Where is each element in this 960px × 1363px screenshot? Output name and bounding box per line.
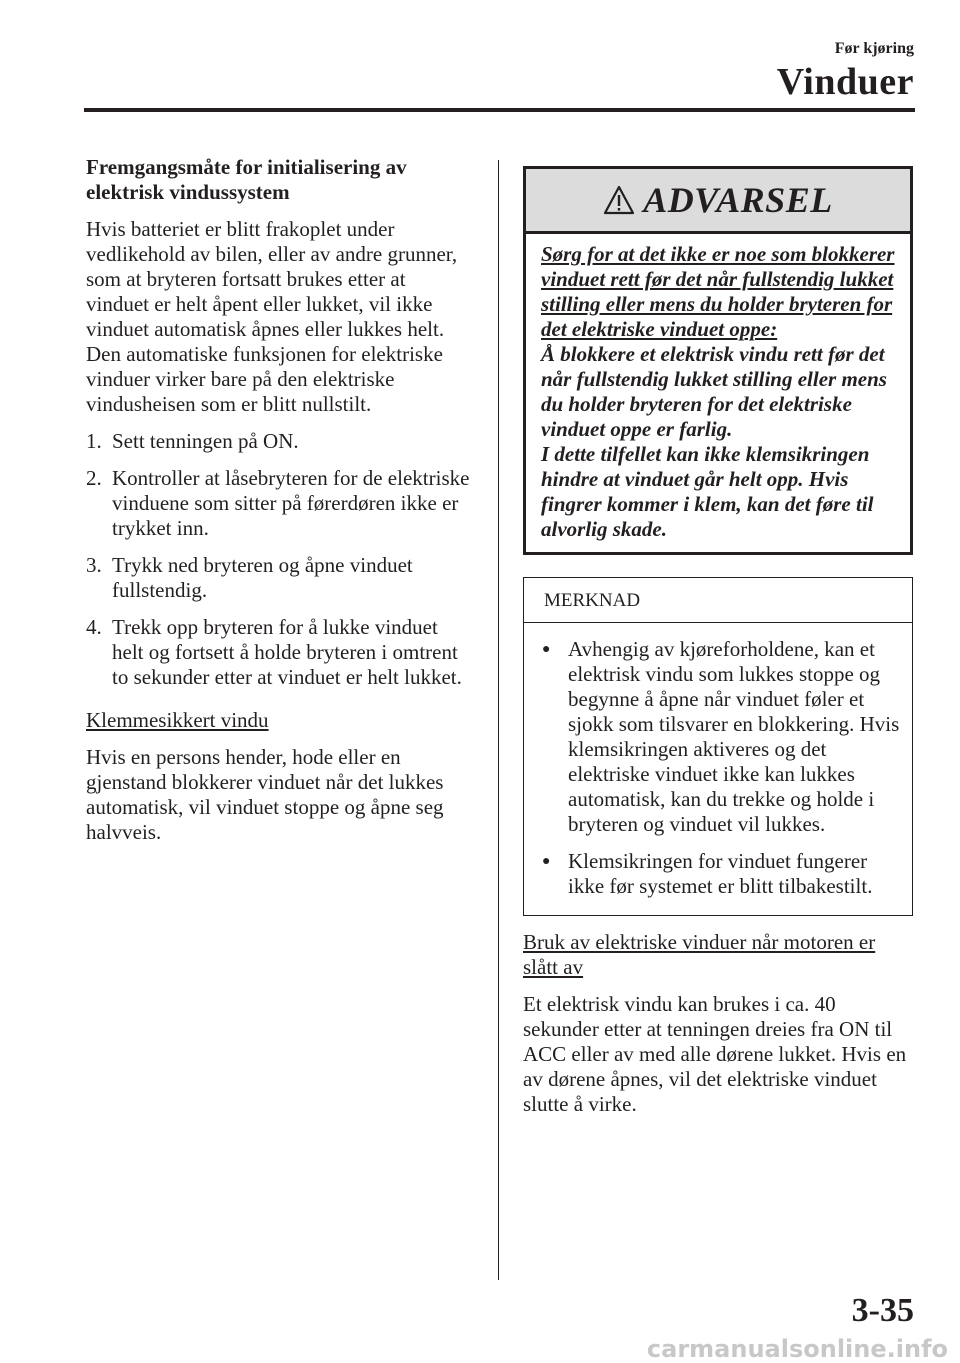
- column-divider: [498, 160, 499, 1280]
- left-column: [86, 155, 470, 857]
- init-heading: Fremgangsmåte for initialisering av elektrisk vindussystem: [86, 155, 407, 204]
- list-item: 4. Trekk opp bryteren for å lukke vinduet helt og fortsett å holde bryteren i omtrent to sekunder etter at vinduet er helt lukket.: [86, 615, 462, 689]
- title-rule: [84, 108, 915, 112]
- engine-off-text: Et elektrisk vindu kan brukes i ca. 40 sekunder etter at tenningen dreies fra ON til ACC eller av med alle dørene lukket. Hvis en av dørene åpnes, vil det elektriske vinduet slutte å virke.: [523, 992, 907, 1116]
- note-title: MERKNAD: [524, 578, 912, 623]
- pinch-heading: Klemmesikkert vindu: [86, 708, 269, 732]
- pinch-text: Hvis en persons hender, hode eller en gjenstand blokkerer vinduet når det lukkes automatisk, vil vinduet stoppe og åpne seg halvveis.: [86, 745, 444, 844]
- bullet-icon: ●: [542, 854, 551, 869]
- list-item: 1. Sett tenningen på ON.: [86, 429, 299, 453]
- bullet-icon: ●: [542, 642, 551, 657]
- list-item: ● Klemsikringen for vinduet fungerer ikke før systemet er blitt tilbakestilt.: [542, 849, 873, 898]
- warning-body: [526, 234, 910, 552]
- warning-text-1: Å blokkere et elektrisk vindu rett før det når fullstendig lukket stilling eller mens du holder bryteren for det elektriske vinduet oppe er farlig.: [541, 342, 887, 441]
- page-number: 3-35: [851, 1292, 914, 1329]
- page-title: Vinduer: [776, 61, 914, 103]
- engine-off-heading: Bruk av elektriske vinduer når motoren er slått av: [523, 930, 876, 979]
- init-steps: [86, 429, 470, 690]
- watermark: carmanualsonline.info: [646, 1335, 948, 1363]
- warning-box: [523, 166, 913, 555]
- init-intro: Hvis batteriet er blitt frakoplet under vedlikehold av bilen, eller av andre grunner, som at bryteren fortsatt brukes etter at vinduet er helt åpent eller lukket, vil ikke vinduet automatisk åpnes eller lukkes helt. Den automatiske funksjonen for elektriske vinduer virker bare på den elektriske vindusheisen som er blitt nullstilt.: [86, 217, 458, 416]
- note-body: [524, 623, 912, 915]
- warning-header: [526, 169, 910, 234]
- warning-title: ADVARSEL: [643, 179, 833, 220]
- warning-condition: Sørg for at det ikke er noe som blokkerer vinduet rett før det når fullstendig lukket stilling eller mens du holder bryteren for det elektriske vinduet oppe:: [541, 242, 895, 341]
- list-item: ● Avhengig av kjøreforholdene, kan et elektrisk vindu som lukkes stoppe og begynne å åpne når vinduet føler et sjokk som tilsvarer en blokkering. Hvis klemsikringen aktiveres og det elektriske vinduet ikke kan lukkes automatisk, kan du trekke og holde i bryteren og vinduet vil lukkes.: [542, 637, 900, 836]
- right-column: [523, 166, 913, 1129]
- section-label: Før kjøring: [834, 40, 914, 57]
- warning-triangle-icon: [603, 184, 635, 216]
- note-box: [523, 577, 913, 916]
- warning-text-2: I dette tilfellet kan ikke klemsikringen hindre at vinduet går helt opp. Hvis fingrer kommer i klem, kan det føre til alvorlig skade.: [541, 442, 874, 541]
- engine-off-section: [523, 930, 913, 1117]
- list-item: 3. Trykk ned bryteren og åpne vinduet fullstendig.: [86, 553, 413, 602]
- list-item: 2. Kontroller at låsebryteren for de elektriske vinduene som sitter på førerdøren ikke er trykket inn.: [86, 466, 470, 540]
